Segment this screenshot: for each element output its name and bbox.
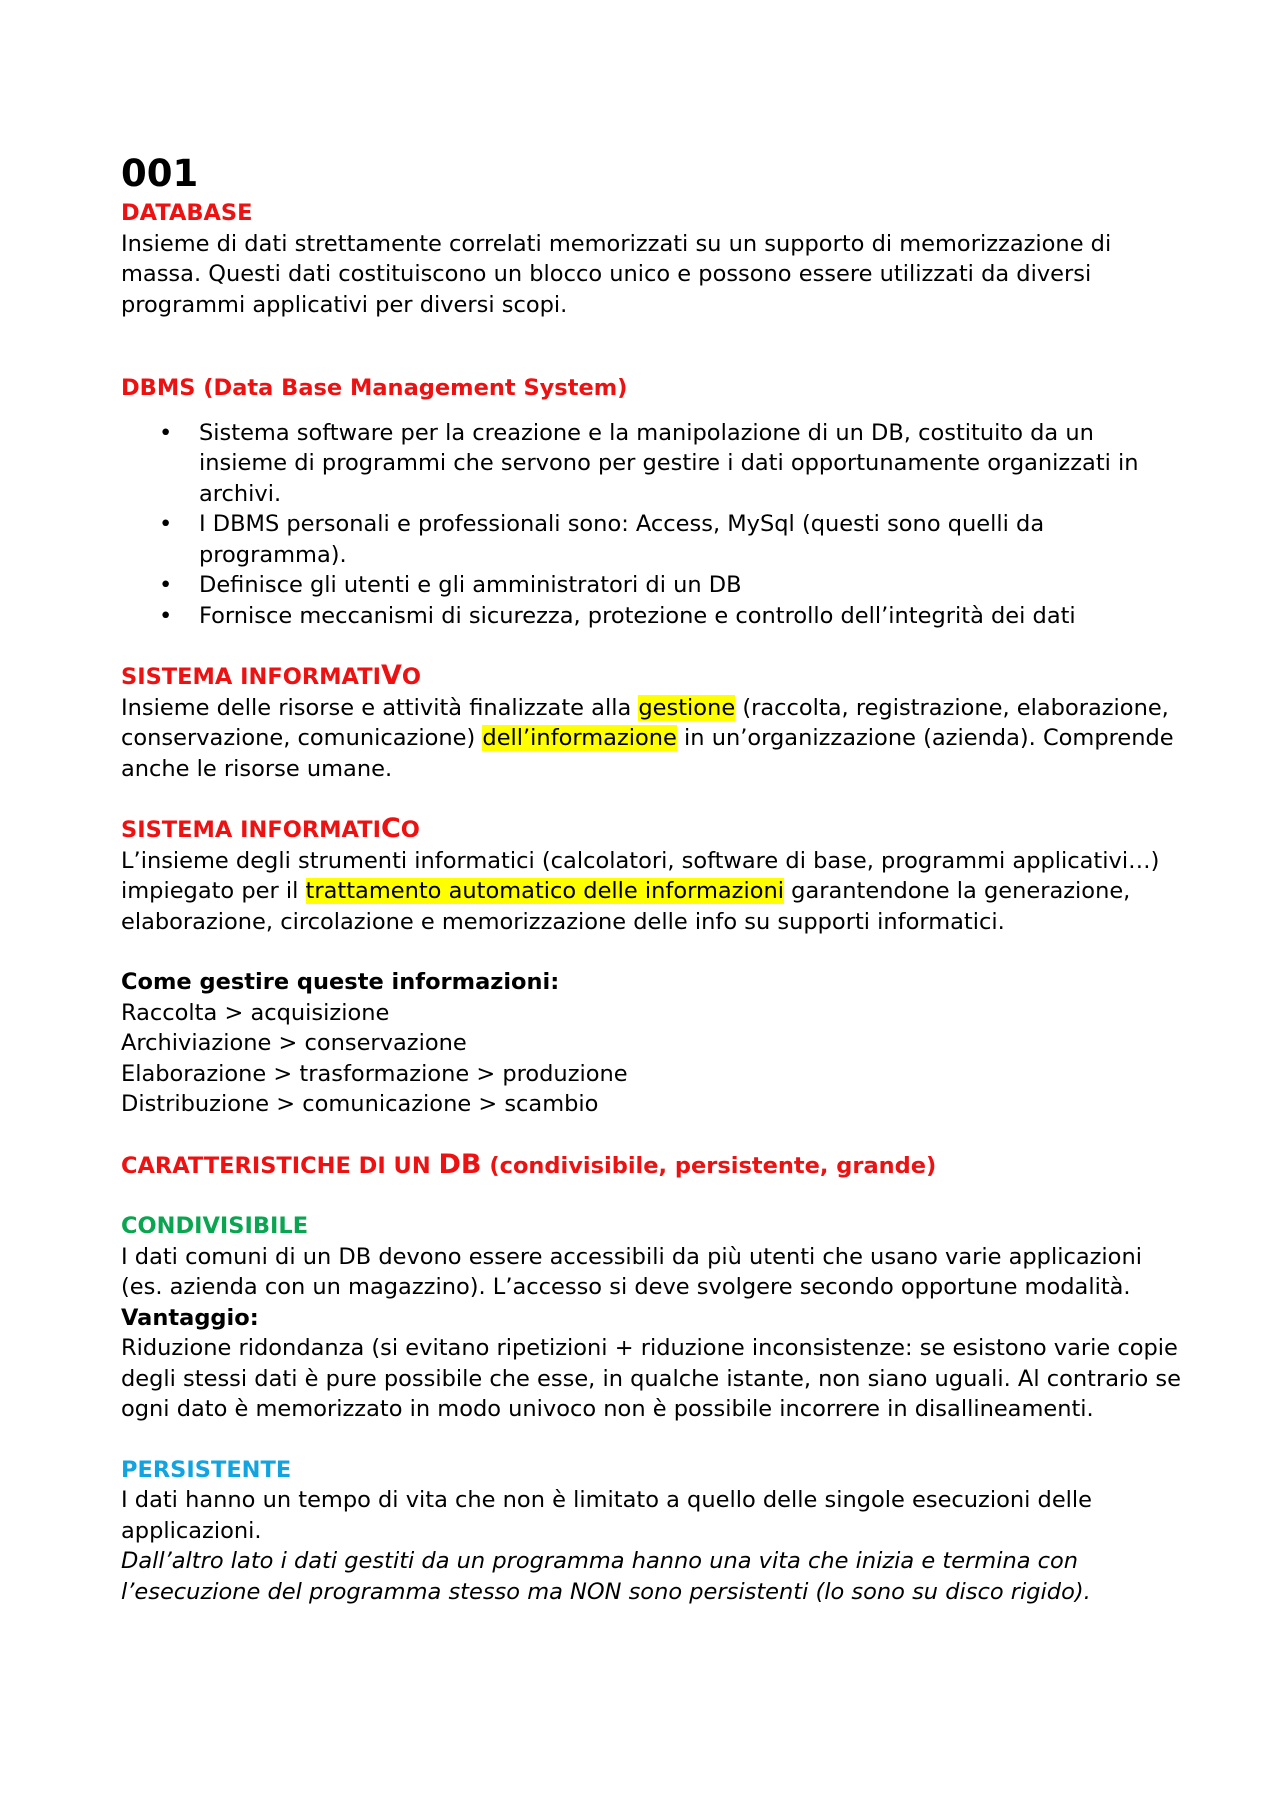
informatico-body <box>121 846 1181 938</box>
persistente-heading: PERSISTENTE <box>121 1456 292 1483</box>
body-text: garantendone la generazione, elaborazione, circolazione e memorizzazione delle info su supporti informatici. <box>121 878 1131 935</box>
gestire-line: Elaborazione > trasformazione > produzione <box>121 1060 628 1087</box>
gestire-line: Raccolta > acquisizione <box>121 999 390 1026</box>
condivisibile-heading: CONDIVISIBILE <box>121 1213 309 1239</box>
gestire-line: Archiviazione > conservazione <box>121 1030 467 1056</box>
persistente-italic: Dall’altro lato i dati gestiti da un programma hanno una vita che inizia e termina con l’esecuzione del programma stesso ma NON sono persistenti (lo sono su disco rigido). <box>121 1548 1091 1605</box>
body-text: Insieme delle risorse e attività finalizzate alla <box>121 694 639 721</box>
body-text: (raccolta, registrazione, elaborazione, conservazione, comunicazione) <box>121 694 1169 751</box>
list-item: • Sistema software per la creazione e la manipolazione di un DB, costituito da un insieme di programmi che servono per gestire i dati opportunamente organizzati in archivi. <box>121 418 1181 510</box>
dbms-heading: DBMS (Data Base Management System) <box>121 375 628 401</box>
gestire-heading: Come gestire queste informazioni: <box>121 969 560 995</box>
informativo-body <box>121 693 1181 785</box>
list-item: • Definisce gli utenti e gli amministratori di un DB <box>121 570 1181 601</box>
heading-text: SISTEMA INFORMATI <box>121 664 381 690</box>
dbms-list <box>121 418 1181 632</box>
gestire-line: Distribuzione > comunicazione > scambio <box>121 1091 599 1117</box>
page-title: 001 <box>121 152 199 195</box>
heading-db: DB <box>438 1148 482 1180</box>
heading-letter: V <box>380 660 402 691</box>
document-page <box>121 150 1181 1607</box>
condivisibile-body: I dati comuni di un DB devono essere accessibili da più utenti che usano varie applicazioni (es. azienda con un magazzino). L’accesso si deve svolgere secondo opportune modalità. <box>121 1243 1142 1300</box>
vantaggio-label: Vantaggio: <box>121 1304 259 1331</box>
list-item: • I DBMS personali e professionali sono: Access, MySql (questi sono quelli da programma). <box>121 509 1181 570</box>
body-text: L’insieme degli strumenti informatici (calcolatori, software di base, programmi applicativi…) impiegato per il <box>121 847 1160 904</box>
persistente-body: I dati hanno un tempo di vita che non è limitato a quello delle singole esecuzioni delle applicazioni. <box>121 1487 1093 1544</box>
heading-letter: C <box>380 813 401 844</box>
vantaggio-body: Riduzione ridondanza (si evitano ripetizioni + riduzione inconsistenze: se esistono varie copie degli stessi dati è pure possibile che esse, in qualche istante, non siano uguali. Al contrario se ogni dato è memorizzato in modo univoco non è possibile incorrere in disallineamenti. <box>121 1335 1181 1422</box>
database-heading: DATABASE <box>121 200 253 226</box>
highlight: dell’informazione <box>482 725 677 751</box>
heading-text: O <box>401 664 421 690</box>
informativo-heading <box>121 661 1181 693</box>
body-text: in un’organizzazione (azienda). Comprende anche le risorse umane. <box>121 725 1174 782</box>
list-item: • Fornisce meccanismi di sicurezza, protezione e controllo dell’integrità dei dati <box>121 601 1181 632</box>
heading-text: (condivisibile, persistente, grande) <box>481 1152 937 1179</box>
heading-text: CARATTERISTICHE DI UN <box>121 1152 439 1179</box>
highlight: trattamento automatico delle informazioni <box>305 878 785 904</box>
heading-text: SISTEMA INFORMATI <box>121 817 381 843</box>
informatico-heading <box>121 814 1181 846</box>
database-body: Insieme di dati strettamente correlati memorizzati su un supporto di memorizzazione di massa. Questi dati costituiscono un blocco unico e possono essere utilizzati da diversi programmi applicativi per diversi scopi. <box>121 230 1112 318</box>
caratteristiche-heading <box>121 1150 1181 1182</box>
highlight: gestione <box>638 694 736 721</box>
heading-text: O <box>400 817 420 843</box>
